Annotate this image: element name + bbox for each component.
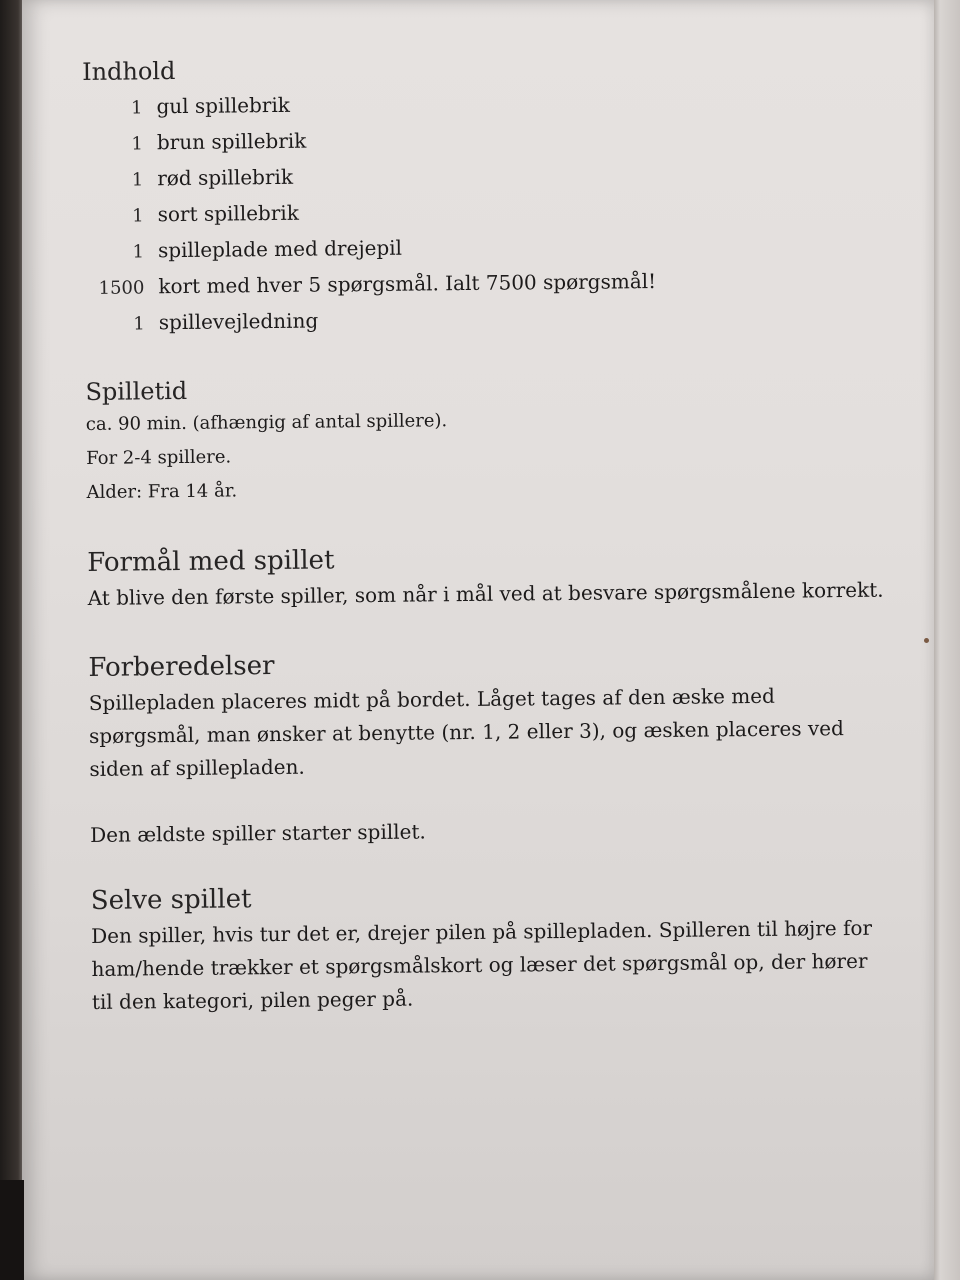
- item-quantity: 1: [133, 313, 145, 335]
- item-text: rød spillebrik: [157, 164, 294, 191]
- heading-indhold: Indhold: [82, 57, 176, 86]
- heading-selve-spillet: Selve spillet: [90, 884, 252, 916]
- item-text: spilleplade med drejepil: [157, 235, 403, 263]
- item-text: kort med hver 5 spørgsmål. Ialt 7500 spørgsmål!: [158, 269, 657, 299]
- playtime-line: ca. 90 min. (afhængig af antal spillere).: [85, 410, 448, 435]
- list-item: [85, 297, 905, 342]
- formaal-text: At blive den første spiller, som når i mål ved at besvare spørgsmålene korrekt.: [87, 577, 884, 610]
- binding-shadow: [0, 1180, 24, 1280]
- section-indhold: [82, 49, 905, 342]
- section-forberedelser: [88, 644, 910, 852]
- contents-list: [82, 81, 905, 342]
- players-line: For 2-4 spillere.: [86, 446, 232, 469]
- section-selve-spillet: [91, 877, 912, 1019]
- item-text: sort spillebrik: [157, 200, 299, 227]
- section-formaal: [87, 539, 908, 615]
- section-spilletid: [85, 369, 906, 510]
- paper-speck: [924, 638, 929, 643]
- item-quantity: 1: [131, 133, 144, 155]
- item-quantity: 1: [132, 205, 144, 227]
- booklet-page: [22, 0, 934, 1280]
- heading-spilletid: Spilletid: [85, 376, 188, 406]
- item-quantity: 1: [131, 169, 144, 191]
- starter-text: Den ældste spiller starter spillet.: [90, 819, 426, 847]
- item-quantity: 1: [132, 241, 145, 263]
- next-page-edge: [934, 0, 960, 1280]
- item-text: gul spillebrik: [156, 92, 291, 119]
- item-text: brun spillebrik: [156, 128, 307, 155]
- forberedelser-text: Spillepladen placeres midt på bordet. Låget tages af den æske med spørgsmål, man ønsker at benytte (nr. 1, 2 eller 3), og æsken placeres ved siden af spillepladen.: [88, 683, 844, 781]
- heading-formaal: Formål med spillet: [87, 545, 335, 578]
- item-text: spillevejledning: [158, 308, 319, 335]
- age-line: Alder: Fra 14 år.: [86, 480, 238, 503]
- heading-forberedelser: Forberedelser: [88, 651, 275, 683]
- item-quantity: 1500: [98, 277, 145, 299]
- page-content: [82, 49, 912, 1019]
- item-quantity: 1: [130, 97, 143, 119]
- selve-spillet-text: Den spiller, hvis tur det er, drejer pilen på spillepladen. Spilleren til højre for ham/hende trækker et spørgsmålskort og læser det spørgsmål op, der hører til den kategori, pilen peger på.: [91, 915, 873, 1014]
